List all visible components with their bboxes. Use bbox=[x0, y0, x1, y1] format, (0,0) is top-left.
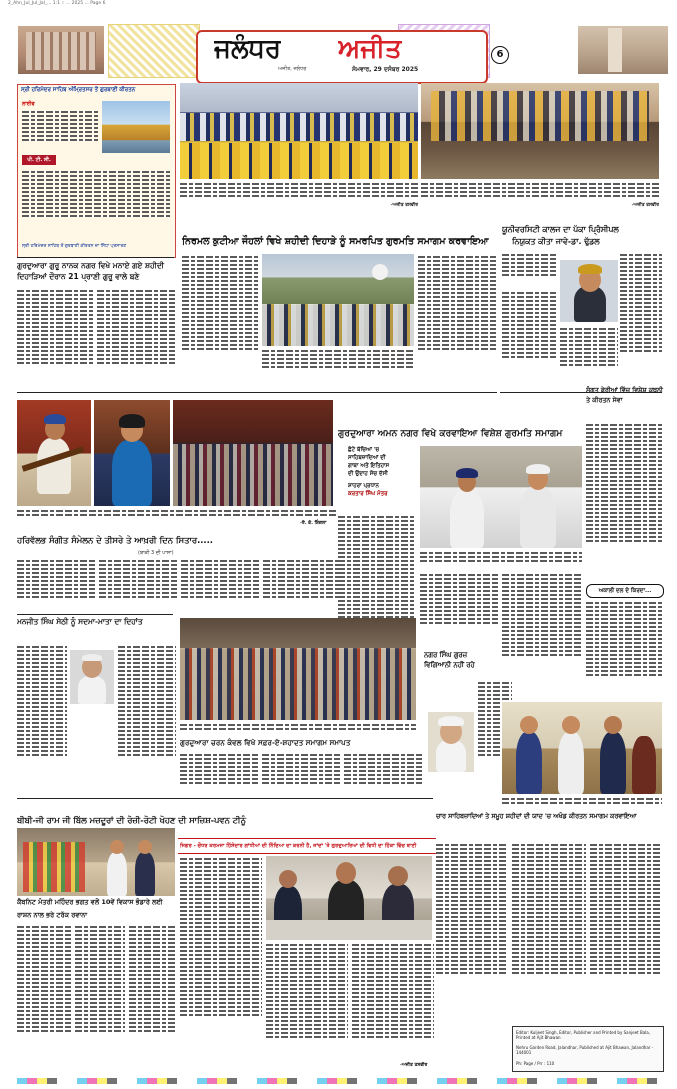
ad-sub: ਲਾਈਵ bbox=[22, 101, 35, 107]
ad-footer: ਸ੍ਰੀ ਹਰਿਮੰਦਰ ਸਾਹਿਬ ਤੋਂ ਗੁਰਬਾਣੀ ਕੀਰਤਨ ਦਾ ਸਿੱਧਾ ਪ੍ਰਸਾਰਣ bbox=[22, 244, 127, 249]
story-s2-body-col3 bbox=[418, 254, 496, 382]
side-headline: ਸੰਗਤ ਫੇਰੀਆਂ ਵਿੱਚ ਵਿਸ਼ੇਸ਼ ਕਥਨੀ ਤੇ ਕੀਰਤਨ ਸੇਵਾ bbox=[586, 387, 663, 404]
saint-portrait bbox=[428, 712, 474, 772]
masthead-building-right bbox=[578, 26, 668, 74]
divider bbox=[17, 392, 497, 393]
top-photo-right bbox=[421, 83, 659, 179]
top-photo-right-caption bbox=[421, 181, 659, 211]
masthead-title-right: ਅਜੀਤ bbox=[338, 34, 402, 64]
quote-line-3: ਗਾਥਾ ਅਤੇ ਇਤਿਹਾਸ bbox=[348, 463, 390, 469]
top-photo-left-credit: -ਅਜੀਤ ਤਸਵੀਰ bbox=[390, 203, 418, 208]
top-photo-left-caption bbox=[180, 181, 418, 211]
imprint-box bbox=[512, 1026, 664, 1072]
story-s3-body-col4 bbox=[560, 326, 618, 384]
story-s11-body-col3 bbox=[590, 842, 662, 1022]
story-s4-body-col3 bbox=[502, 572, 582, 682]
story-s5-body-col3 bbox=[181, 558, 259, 612]
headline-s9: ਬੀਬੀ-ਜੀ ਰਾਮ ਜੀ ਬਿੱਲ ਮਜ਼ਦੂਰਾਂ ਦੀ ਰੋਜ਼ੀ-ਰੋਟੀ ਖੋਹਣ ਦੀ ਸਾਜ਼ਿਸ਼-ਪਵਨ ਟੀਨੂੰ bbox=[17, 815, 246, 825]
headline-s8: ਗੁਰਦੁਆਰਾ ਚਰਨ ਕੰਵਲ ਵਿਖੇ ਸਫ਼ਰ-ਏ-ਸ਼ਹਾਦਤ ਸਮਾਗਮ ਸਮਾਪਤ bbox=[180, 738, 351, 747]
quote-line-6: ਕਰਤਾਰ ਸਿੰਘ ਮੰਤਰ bbox=[348, 491, 388, 497]
masthead-title-left: ਜਲੰਧਰ bbox=[214, 34, 282, 64]
story-s10-body-col1 bbox=[17, 924, 71, 1070]
story-s9-body-col3 bbox=[352, 942, 434, 1070]
story-s2-body-col1 bbox=[182, 254, 258, 382]
divider bbox=[17, 614, 173, 615]
concert-caption bbox=[17, 508, 337, 522]
story-s1-body-col2 bbox=[97, 288, 175, 388]
headline-s3b: ਨਿਯੁਕਤ ਕੀਤਾ ਜਾਵੇ-ਡਾ. ਢੁੱਡਲ bbox=[512, 237, 600, 246]
story-s3-portrait bbox=[560, 260, 618, 322]
imprint-line-3: Ph: Page / Prr : 110 bbox=[516, 1061, 555, 1066]
story-s7-body-col2 bbox=[118, 644, 176, 794]
divider bbox=[17, 257, 174, 258]
s4-photo bbox=[420, 446, 582, 548]
headline-s1: ਗੁਰਦੁਆਰਾ ਗੁਰੂ ਨਾਨਕ ਨਗਰ ਵਿਖੇ ਮਨਾਏ ਗਏ ਸ਼ਹੀਦੀ ਦਿਹਾੜਿਆਂ ਦੌਰਾਨ 21 ਪ੍ਰਾਣੀ ਗੁਰੂ ਵਾਲੇ ਬਣੇ bbox=[17, 261, 165, 281]
quote-box bbox=[338, 446, 414, 512]
story-s9-body-col2 bbox=[266, 942, 348, 1070]
story-s2-photo-caption bbox=[262, 348, 414, 380]
headline-s11: ਚਾਰ ਸਾਹਿਬਜ਼ਾਦਿਆਂ ਤੇ ਸਮੂਹ ਸ਼ਹੀਦਾਂ ਦੀ ਯਾਦ 'ਚ ਅਖੰਡ ਕੀਰਤਨ ਸਮਾਗਮ ਕਰਵਾਇਆ bbox=[436, 813, 637, 820]
press-conference-photo bbox=[266, 856, 432, 940]
quote-line-5: ਸ਼ਾਹਰਾ ਪ੍ਰਧਾਨ bbox=[348, 483, 379, 489]
press-credit: -ਅਜੀਤ ਤਸਵੀਰ bbox=[400, 1063, 428, 1068]
red-banner bbox=[178, 838, 436, 854]
story-s10-body-col3 bbox=[129, 924, 177, 1070]
story-s3-body-col1 bbox=[502, 252, 556, 286]
masthead-date: ਸੋਮਵਾਰ, 29 ਦਸੰਬਰ 2025 bbox=[352, 66, 419, 73]
imprint-line-1: Editor: Kuljeet Singh, Editor, Publisher and Printed by Sanjeet Bala, Printed at Ajit Bhawan bbox=[516, 1030, 651, 1040]
truck-ceremony-photo bbox=[17, 828, 175, 896]
story-s11-body-col1 bbox=[436, 842, 508, 1022]
story-s5-body-col1 bbox=[17, 558, 95, 612]
page-number-badge: 6 bbox=[491, 46, 509, 64]
red-banner-text: ਜਿਗਰ - ਚੌਧਰ ਕਰਮਜਾ ਹਿੱਸੇਦਾਰ ਗਾਂਧੀਆਂ ਦੀ ਨਿੰਦਿਆ ਦਾ ਕਰਨੀ ਹੈ, ਜਾਂਦਾਂ 'ਤੇ ਗੁਰਦੁਆਰਿਆਂ ਦੀ ਵਿਧੀ ਦਾ ਹਿੱਕਾ ਵਿੱਚ ਬਾਣੀ bbox=[180, 843, 417, 849]
divider bbox=[17, 798, 433, 799]
headline-s2: ਨਿਰਮਲ ਕੁਟੀਆ ਜੌਹਲਾਂ ਵਿਖੇ ਸ਼ਹੀਦੀ ਦਿਹਾੜੇ ਨੂੰ ਸਮਰਪਿਤ ਗੁਰਮਤਿ ਸਮਾਗਮ ਕਰਵਾਇਆ bbox=[182, 236, 489, 247]
printer-color-bar bbox=[17, 1078, 662, 1084]
story-s11-body-col2 bbox=[512, 842, 586, 1022]
top-photo-left bbox=[180, 83, 418, 179]
story-s8-body-col3 bbox=[344, 752, 422, 796]
ad-text-1 bbox=[22, 109, 98, 153]
masthead-building-left bbox=[18, 26, 104, 74]
side-body-1 bbox=[586, 422, 662, 582]
story-s10-body-col2 bbox=[75, 924, 125, 1070]
singer-photo bbox=[94, 400, 170, 506]
story-s8-body-col2 bbox=[262, 752, 340, 796]
headline-s10: ਕੈਬਨਿਟ ਮੰਤਰੀ ਮਹਿੰਦਰ ਭਗਤ ਵਲੋਂ 10ਵੇਂ ਵਿਕਾਸ ਭੰਡਾਰੇ ਲਈ ਰਾਸ਼ਨ ਨਾਲ ਭਰੇ ਟਰੱਕ ਰਵਾਨਾ bbox=[17, 898, 163, 919]
ad-tag: ਪੀ. ਟੀ. ਸੀ. bbox=[22, 155, 56, 165]
headline-s7: ਮਨਜੀਤ ਸਿੰਘ ਸੇਠੀ ਨੂੰ ਸਦਮਾ-ਮਾਤਾ ਦਾ ਦਿਹਾਂਤ bbox=[17, 617, 143, 626]
story-s5-body-col2 bbox=[99, 558, 177, 612]
masthead-subtitle: ਅਜੀਤ, ਜਲੰਧਰ bbox=[278, 66, 307, 72]
ad-text-2 bbox=[22, 169, 170, 237]
top-photo-right-credit: -ਅਜੀਤ ਤਸਵੀਰ bbox=[631, 203, 659, 208]
continued-label: (ਬਾਕੀ 3 ਦੀ ਪਾਸਾ) bbox=[138, 550, 174, 556]
obit-headline-2: ਵਿਗਿਆਨੀ ਨਹੀਂ ਰਹੇ bbox=[424, 661, 475, 669]
story-s7-body-col1 bbox=[17, 644, 67, 794]
kirtan-caption bbox=[502, 796, 662, 808]
headline-s5: ਹਰਿਵੱਲਭ ਸੰਗੀਤ ਸੰਮੇਲਨ ਦੇ ਤੀਸਰੇ ਤੇ ਆਖ਼ਰੀ ਦਿਨ ਸਿਤਾਰ..... bbox=[17, 535, 213, 545]
s4-photo-caption bbox=[420, 550, 582, 570]
golden-temple-photo bbox=[102, 101, 170, 153]
concert-credit: -ਏ. ਕੇ. ਸ਼ਿੰਗਲਾ bbox=[300, 521, 327, 526]
story-s2-photo bbox=[262, 254, 414, 346]
headline-s4: ਗੁਰਦੁਆਰਾ ਅਮਨ ਨਗਰ ਵਿਖੇ ਕਰਵਾਇਆ ਵਿਸ਼ੇਸ਼ ਗੁਰਮਤਿ ਸਮਾਗਮ bbox=[338, 428, 563, 439]
side-body-2 bbox=[586, 600, 662, 700]
story-s9-body-col1 bbox=[180, 856, 262, 1070]
imprint-line-2: Nehru Garden Road, Jalandhar, Published at Ajit Bhawan, Jalandhar - 144001 bbox=[516, 1045, 654, 1055]
masthead-pattern-left bbox=[108, 24, 200, 78]
story-s3-body-col2 bbox=[620, 252, 662, 384]
side-badge: ਅਕਾਲੀ ਦਲ ਦੇ ਕਿਰਦਾ... bbox=[586, 584, 664, 598]
story-s4-body-col2 bbox=[420, 572, 498, 642]
ptc-advertisement bbox=[17, 84, 176, 258]
quote-line-2: ਸਾਹਿਬਜ਼ਾਦਿਆਂ ਦੀ bbox=[348, 455, 386, 461]
story-s5-body-col4 bbox=[263, 558, 341, 612]
kirtan-group-photo bbox=[502, 702, 662, 794]
headline-s3: ਯੂਨੀਵਰਸਿਟੀ ਕਾਲਜ ਦਾ ਪੱਕਾ ਪ੍ਰਿੰਸੀਪਲ bbox=[502, 225, 619, 234]
quote-line-1: ਛੋਟੇ ਬੱਚਿਆਂ 'ਚ bbox=[348, 447, 380, 453]
sitar-photo bbox=[17, 400, 91, 506]
s8-crowd-photo bbox=[180, 618, 416, 720]
concert-audience-photo bbox=[173, 400, 333, 506]
print-slug: 2_Ahn_Jul_Jul_Jal_... 1:1 :: ... 2025 ... Page 6 bbox=[8, 1, 106, 6]
s8-photo-caption bbox=[180, 722, 416, 734]
story-s3-body-col3 bbox=[502, 290, 556, 384]
quote-line-4: ਦੀ ਉਦਾਹ ਸੋਚ ਦੱਸੀ bbox=[348, 471, 388, 477]
obit-headline-1: ਨਗਰ ਸਿੰਘ ਗੁਰਜ਼ bbox=[424, 651, 468, 659]
ad-heading: ਸ੍ਰੀ ਹਰਿਮੰਦਰ ਸਾਹਿਬ ਅੰਮ੍ਰਿਤਸਰ ਤੋਂ ਗੁਰਬਾਣੀ ਕੀਰਤਨ bbox=[21, 87, 136, 93]
story-s1-body-col1 bbox=[17, 288, 93, 388]
obituary-portrait bbox=[70, 650, 114, 704]
story-s8-body-col1 bbox=[180, 752, 258, 796]
